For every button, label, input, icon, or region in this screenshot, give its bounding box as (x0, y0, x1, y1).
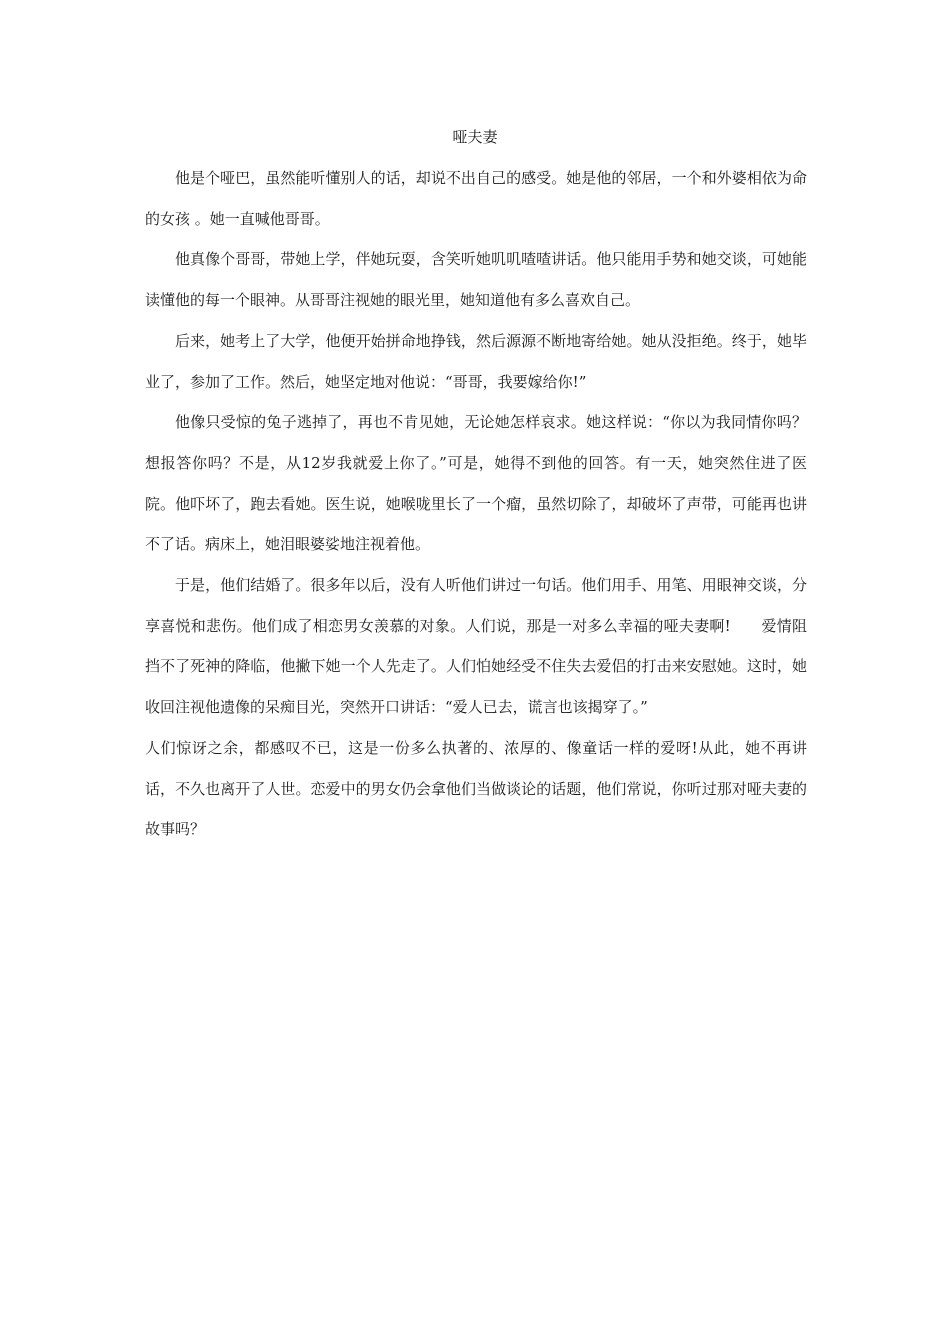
paragraph: 他真像个哥哥，带她上学，伴她玩耍，含笑听她叽叽喳喳讲话。他只能用手势和她交谈，可她能读懂他的每一个眼神。从哥哥注视她的眼光里，她知道他有多么喜欢自己。 (145, 250, 807, 310)
paragraph: 他是个哑巴，虽然能听懂别人的话，却说不出自己的感受。她是他的邻居，一个和外婆相依为命的女孩 。她一直喊他哥哥。 (145, 169, 807, 228)
paragraph: 于是，他们结婚了。很多年以后，没有人听他们讲过一句话。他们用手、用笔、用眼神交谈，分享喜悦和悲伤。他们成了相恋男女羡慕的对象。人们说，那是一对多么幸福的哑夫妻啊! 爱情阻挡不了死神的降临，他撇下她一个人先走了。人们怕她经受不住失去爱侣的打击来安慰她。这时，她收回注视他遗像的呆痴目光，突然开口讲话：“爱人已去，谎言也该揭穿了。” (145, 576, 807, 717)
document-title: 哑夫妻 (452, 128, 498, 146)
paragraph: 人们惊讶之余，都感叹不已，这是一份多么执著的、浓厚的、像童话一样的爱呀!从此，她不再讲话，不久也离开了人世。恋爱中的男女仍会拿他们当做谈论的话题，他们常说，你听过那对哑夫妻的故事吗？ (145, 738, 807, 839)
paragraph: 他像只受惊的兔子逃掉了，再也不肯见她，无论她怎样哀求。她这样说：“你以为我同情你吗？想报答你吗？不是，从12岁我就爱上你了。”可是，她得不到他的回答。有一天，她突然住进了医院。他吓坏了，跑去看她。医生说，她喉咙里长了一个瘤，虽然切除了，却破坏了声带，可能再也讲不了话。病床上，她泪眼婆娑地注视着他。 (145, 413, 807, 554)
document-body (145, 158, 807, 850)
paragraph: 后来，她考上了大学，他便开始拼命地挣钱，然后源源不断地寄给她。她从没拒绝。终于，她毕业了，参加了工作。然后，她坚定地对他说：“哥哥，我要嫁给你!” (145, 331, 807, 391)
